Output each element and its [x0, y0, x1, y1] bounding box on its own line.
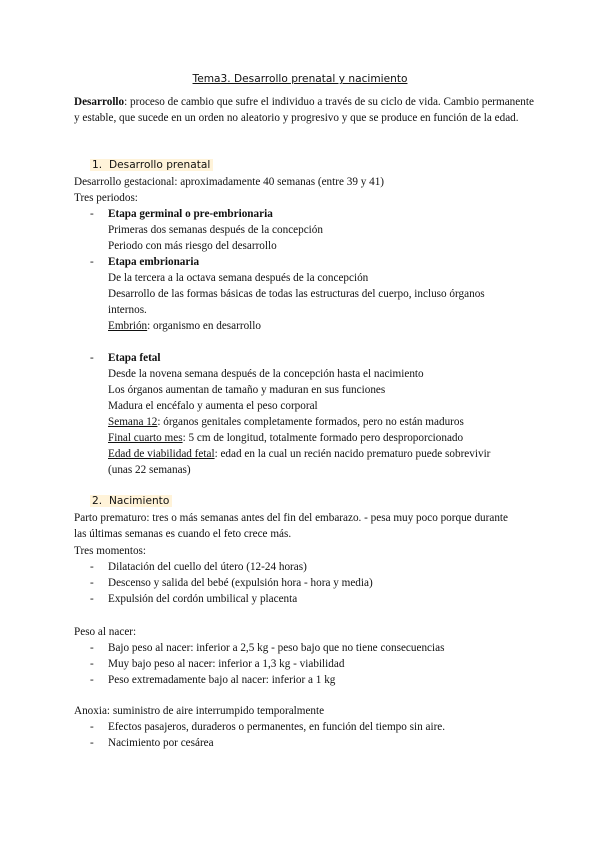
moments-label: Tres momentos: [74, 545, 147, 557]
moment-item-3: Expulsión del cordón umbilical y placenta [108, 593, 298, 605]
semana-12-text: Semana 12: órganos genitales completamente formados, pero no están maduros [108, 416, 464, 428]
embrion-definition: Embrión: organismo en desarrollo [108, 320, 261, 332]
stage-title-fetal: Etapa fetal [108, 352, 161, 364]
germinal-line-2: Periodo con más riesgo del desarrollo [108, 240, 277, 252]
section-heading-prenatal: 1. Desarrollo prenatal [90, 157, 213, 173]
final-cuarto-mes-text: Final cuarto mes: 5 cm de longitud, totalmente formado pero desproporcionado [108, 432, 464, 444]
periods-label: Tres periodos: [74, 192, 138, 204]
list-dash: - [90, 658, 94, 670]
list-dash: - [90, 642, 94, 654]
embrionaria-line-2: Desarrollo de las formas básicas de todas las estructuras del cuerpo, incluso órganos [108, 288, 485, 300]
germinal-line-1: Primeras dos semanas después de la concepción [108, 224, 323, 236]
list-dash: - [90, 593, 94, 605]
list-dash: - [90, 256, 94, 268]
premature-birth-text: Parto prematuro: tres o más semanas antes del fin del embarazo. - pesa muy poco porque durante las últimas semanas es cuando el feto crece más. [74, 512, 508, 540]
section-heading-nacimiento: 2. Nacimiento [90, 493, 172, 509]
intro-paragraph: Desarrollo: proceso de cambio que sufre el individuo a través de su ciclo de vida. Cambio permanente y estable, que sucede en un orden no aleatorio y progresivo y que se produce en función de la edad. [74, 96, 534, 124]
weight-item-1: Bajo peso al nacer: inferior a 2,5 kg - peso bajo que no tiene consecuencias [108, 642, 445, 654]
stage-title-germinal: Etapa germinal o pre-embrionaria [108, 208, 273, 220]
embrionaria-line-1: De la tercera a la octava semana después de la concepción [108, 272, 369, 284]
list-dash: - [90, 721, 94, 733]
page-title: Tema3. Desarrollo prenatal y nacimiento [192, 73, 408, 85]
viabilidad-fetal-continuation: (unas 22 semanas) [108, 464, 191, 476]
list-dash: - [90, 561, 94, 573]
viabilidad-fetal-text: Edad de viabilidad fetal: edad en la cual un recién nacido prematuro puede sobrevivir [108, 448, 491, 460]
embrionaria-line-3: internos. [108, 304, 147, 316]
stage-title-embrionaria: Etapa embrionaria [108, 256, 200, 268]
moment-item-1: Dilatación del cuello del útero (12-24 horas) [108, 561, 307, 573]
fetal-line-2: Los órganos aumentan de tamaño y maduran en sus funciones [108, 384, 386, 396]
anoxia-item-1: Efectos pasajeros, duraderos o permanentes, en función del tiempo sin aire. [108, 721, 446, 733]
anoxia-item-2: Nacimiento por cesárea [108, 737, 214, 749]
anoxia-label: Anoxia: suministro de aire interrumpido temporalmente [74, 705, 325, 717]
gestational-text: Desarrollo gestacional: aproximadamente 40 semanas (entre 39 y 41) [74, 176, 385, 188]
list-dash: - [90, 577, 94, 589]
weight-label: Peso al nacer: [74, 626, 137, 638]
weight-item-3: Peso extremadamente bajo al nacer: inferior a 1 kg [108, 674, 336, 686]
list-dash: - [90, 737, 94, 749]
fetal-line-3: Madura el encéfalo y aumenta el peso corporal [108, 400, 318, 412]
list-dash: - [90, 352, 94, 364]
list-dash: - [90, 674, 94, 686]
fetal-line-1: Desde la novena semana después de la concepción hasta el nacimiento [108, 368, 424, 380]
moment-item-2: Descenso y salida del bebé (expulsión hora - hora y media) [108, 577, 373, 589]
list-dash: - [90, 208, 94, 220]
weight-item-2: Muy bajo peso al nacer: inferior a 1,3 kg - viabilidad [108, 658, 345, 670]
